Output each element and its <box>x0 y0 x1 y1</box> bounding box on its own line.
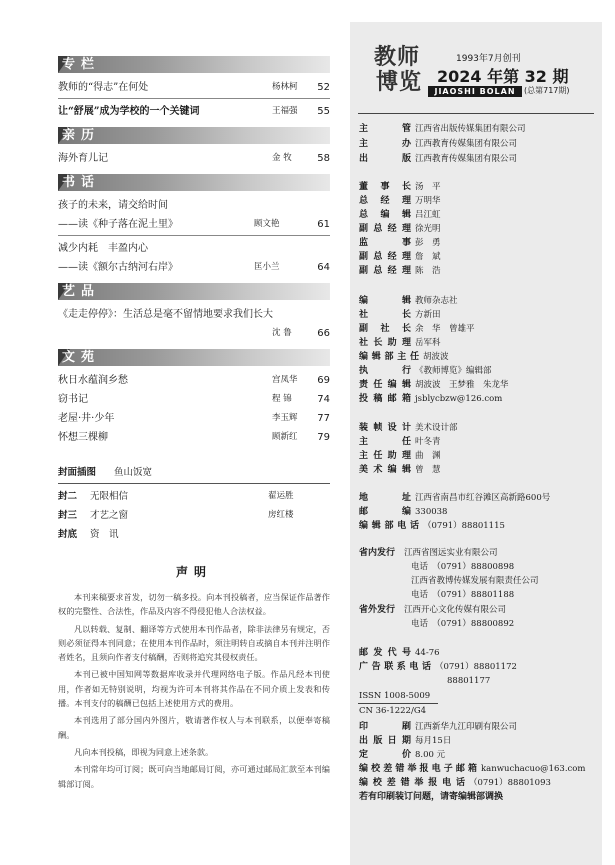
toc-item[interactable]: 《走走停停》：生活总是毫不留情地要求我们长大 <box>58 309 273 320</box>
publisher-row: 出 版 江西教育传媒集团有限公司 <box>359 154 518 164</box>
price-row: 定 价 8.00 元 <box>359 750 446 760</box>
error-report-phone: 编校差错举报电话 （0791）88801093 <box>359 778 551 788</box>
address-row: 地 址 江西省南昌市红谷滩区高新路600号 <box>359 493 551 503</box>
design-row: 主任助理 曲 渊 <box>359 451 441 461</box>
toc-item[interactable]: 减少内耗 丰盈内心 <box>58 243 148 254</box>
toc-item[interactable]: 孩子的未来，请交给时间 <box>58 200 168 211</box>
domestic-distribution-2-tel: 电话 （0791）88801188 <box>411 590 515 600</box>
ad-phone-row-2: 88801177 <box>447 676 491 686</box>
toc-item[interactable]: 让“舒展”成为学校的一个关键词 王福强 55 <box>58 106 330 117</box>
section-header-yipin: 艺品 <box>58 283 330 300</box>
postcode-row: 邮 编 330038 <box>359 507 448 517</box>
cn-number: CN 36-1222/G4 <box>359 706 427 716</box>
publish-date-row: 出版日期 每月15日 <box>359 736 452 746</box>
magazine-logo: 教师 博览 <box>374 45 423 95</box>
section-header-shuhua: 书话 <box>58 174 330 191</box>
toc-item[interactable]: 老屋·井·少年 李玉辉 77 <box>58 413 330 424</box>
pinyin-title: JIAOSHI BOLAN <box>428 86 522 97</box>
officer-row: 副总经理 陈 浩 <box>359 266 441 276</box>
toc-item[interactable]: 秋日水蕴润乡愁 宫凤华 69 <box>58 375 330 386</box>
officer-row: 监 事 彭 勇 <box>359 238 441 248</box>
domestic-distribution: 省内发行 江西省图远实业有限公司 <box>359 548 498 558</box>
outside-distribution-tel: 电话 （0791）88800892 <box>411 619 515 629</box>
issue-number: 2024 年第 32 期 <box>437 67 569 86</box>
design-row: 美术编辑 曾 慧 <box>359 465 441 475</box>
editorial-row: 社 长 方新田 <box>359 310 441 320</box>
editorial-row: 编 辑 教师杂志社 <box>359 296 458 306</box>
editorial-row: 责任编辑 胡波波 王梦雅 朱龙华 <box>359 380 509 390</box>
toc-item[interactable]: 窃书记 程 锦 74 <box>58 394 330 405</box>
declaration-paragraph: 凡向本刊投稿，即视为同意上述条款。 <box>74 746 214 757</box>
cover-3: 封三 才艺之窗 房红楼 <box>58 510 294 521</box>
section-header-zhuanlan: 专栏 <box>58 56 330 73</box>
toc-item[interactable]: 教师的“得志”在何处 杨林柯 52 <box>58 82 330 93</box>
declaration-paragraph: 凡以转载、复制、翻译等方式使用本刊作品者，除非法律另有规定，否则必须征得本刊同意；在使用本刊作品时，须注明转自或摘自本刊并注明作者姓名，且须向作者支付稿酬，否则将追究其侵权责任。 <box>58 623 330 663</box>
printing-row: 印 刷 江西新华九江印刷有限公司 <box>359 722 518 732</box>
submission-email[interactable]: 投稿邮箱 jsblycbzw@126.com <box>359 394 503 404</box>
table-of-contents <box>58 50 330 544</box>
declaration-body <box>58 590 330 794</box>
ad-phone-row: 广告联系电话 （0791）88801172 <box>359 662 517 672</box>
officer-row: 总经理 万明华 <box>359 196 441 206</box>
officer-row: 副总经理 詹 斌 <box>359 252 441 262</box>
section-header-wenyuan: 文苑 <box>58 349 330 366</box>
cover-back: 封底 资 讯 <box>58 529 119 540</box>
toc-item[interactable]: 海外育儿记 金 牧 58 <box>58 153 330 164</box>
cover-2: 封二 无限相信 翟运胜 <box>58 491 294 502</box>
declaration-paragraph: 本刊选用了部分国内外图片，敬请著作权人与本刊联系，以便奉寄稿酬。 <box>58 715 330 740</box>
founded-date: 1993年7月创刊 <box>456 54 521 64</box>
declaration-title: 声明 <box>175 565 212 579</box>
officer-row: 副总经理 徐光明 <box>359 224 441 234</box>
design-row: 装帧设计 美术设计部 <box>359 423 458 433</box>
domestic-distribution-tel: 电话 （0791）88800898 <box>411 562 515 572</box>
section-header-qinli: 亲历 <box>58 127 330 144</box>
editorial-phone-row: 编辑部电话 （0791）88801115 <box>359 521 505 531</box>
toc-item[interactable]: 沈 鲁 66 <box>272 328 330 339</box>
toc-item-sub[interactable]: ——读《额尔古纳河右岸》 匡小兰 64 <box>58 262 330 273</box>
editorial-row: 执 行 《教师博览》编辑部 <box>359 366 492 376</box>
publisher-row: 主 办 江西教育传媒集团有限公司 <box>359 139 518 149</box>
editorial-row: 副社长 余 华 曾雄平 <box>359 324 475 334</box>
declaration-paragraph: 本刊常年均可订阅；既可向当地邮局订阅，亦可通过邮局汇款至本刊编辑部订阅。 <box>58 764 330 789</box>
declaration-paragraph: 本刊已被中国知网等数据库收录并代理网络电子版。作品凡经本刊使用，作者如无特别说明，均视为许可本刊将其作品在不同介质上发表和传播。本刊支付的稿酬已包括上述使用方式的费用。 <box>58 669 330 709</box>
domestic-distribution-2: 江西省教博传媒发展有限责任公司 <box>411 576 539 586</box>
officer-row: 董事长 汤 平 <box>359 182 441 192</box>
editorial-row: 社长助理 岳军科 <box>359 338 441 348</box>
officer-row: 总编辑 吕江虹 <box>359 210 441 220</box>
cover-illustration: 封面插图 鱼山饭宽 <box>58 467 153 478</box>
outside-distribution: 省外发行 江西开心文化传媒有限公司 <box>359 605 507 615</box>
total-issue: (总第717期) <box>524 86 570 95</box>
print-notice: 若有印刷装订问题，请寄编辑部调换 <box>359 792 504 802</box>
toc-item-sub[interactable]: ——读《种子落在泥土里》 顾文艳 61 <box>58 219 330 230</box>
declaration-paragraph: 本刊来稿要求首发，切勿一稿多投。向本刊投稿者，应当保证作品著作权的完整性、合法性，作品及内容不得侵犯他人合法权益。 <box>58 592 330 617</box>
error-report-email[interactable]: 编校差错举报电子邮箱 kanwuchacuo@163.com <box>359 764 586 774</box>
issn: ISSN 1008-5009 <box>359 691 431 701</box>
toc-item[interactable]: 怀想三棵柳 顾新红 79 <box>58 432 330 443</box>
editorial-row: 编辑部主任 胡波波 <box>359 352 449 362</box>
publisher-row: 主 管 江西省出版传媒集团有限公司 <box>359 124 526 134</box>
design-row: 主 任 叶冬青 <box>359 437 441 447</box>
postal-code-row: 邮发代号 44-76 <box>359 648 440 658</box>
